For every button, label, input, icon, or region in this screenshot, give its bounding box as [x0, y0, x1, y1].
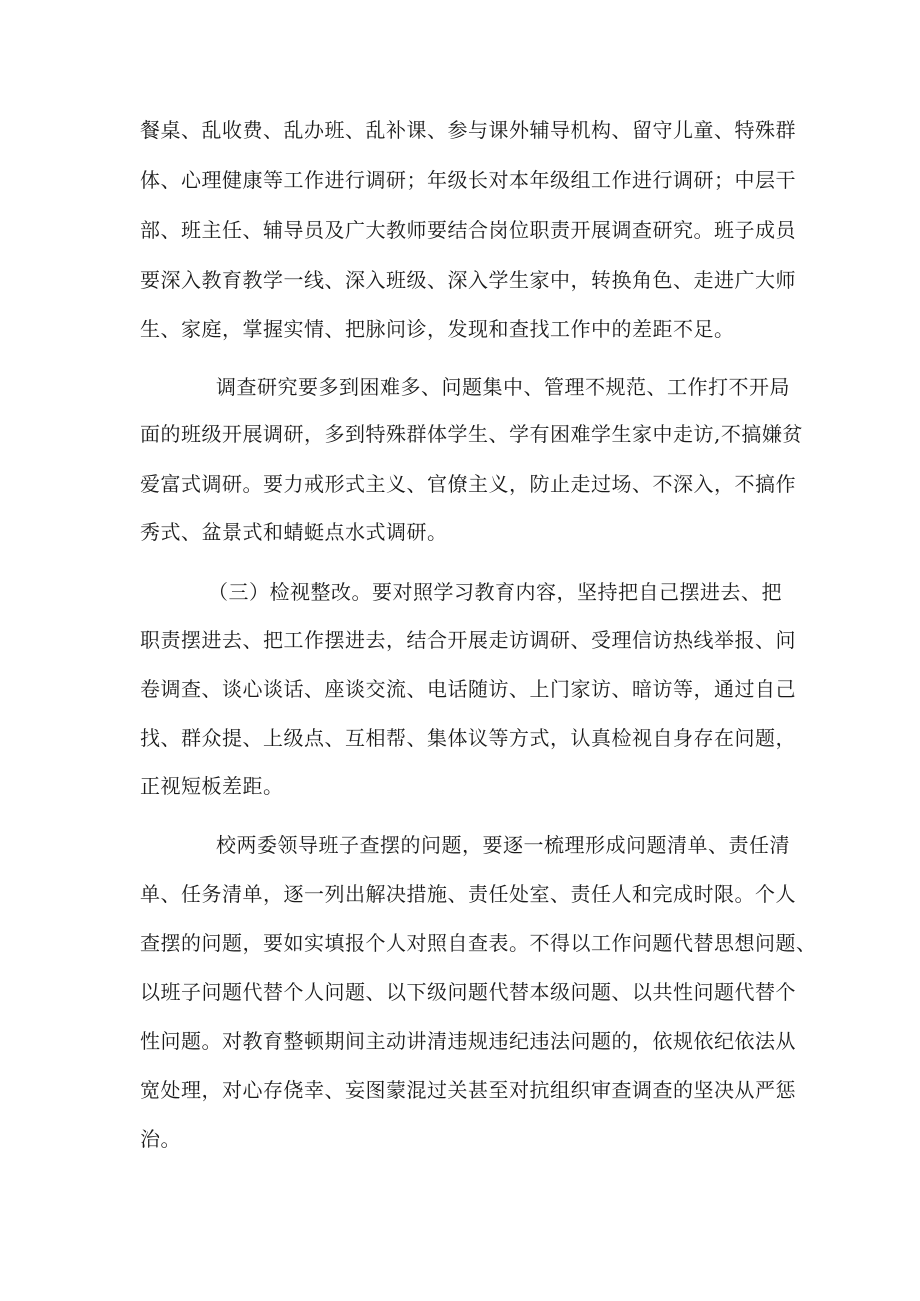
paragraph-4-line-3: 查摆的问题，要如实填报个人对照自查表。不得以工作问题代替思想问题、	[140, 931, 817, 955]
paragraph-3-line-4: 找、群众提、上级点、互相帮、集体议等方式，认真检视自身存在问题，	[140, 726, 796, 750]
paragraph-3-line-3: 卷调查、谈心谈话、座谈交流、电话随访、上门家访、暗访等，通过自己	[140, 677, 796, 701]
paragraph-1-line-4: 要深入教育教学一线、深入班级、深入学生家中，转换角色、走进广大师	[140, 268, 796, 292]
paragraph-4-line-4: 以班子问题代替个人问题、以下级问题代替本级问题、以共性问题代替个	[140, 980, 796, 1004]
paragraph-1-line-2: 体、心理健康等工作进行调研；年级长对本年级组工作进行调研；中层干	[140, 168, 796, 192]
paragraph-4-line-7: 治。	[140, 1127, 181, 1151]
paragraph-2-line-4: 秀式、盆景式和蜻蜓点水式调研。	[140, 520, 448, 544]
paragraph-2-line-2: 面的班级开展调研，多到特殊群体学生、学有困难学生家中走访,不搞嫌贫	[140, 422, 803, 446]
paragraph-1-line-1: 餐桌、乱收费、乱办班、乱补课、参与课外辅导机构、留守儿童、特殊群	[140, 118, 796, 142]
paragraph-4-line-6: 宽处理，对心存侥幸、妄图蒙混过关甚至对抗组织审查调查的坚决从严惩	[140, 1078, 796, 1102]
paragraph-3-line-5: 正视短板差距。	[140, 774, 284, 798]
paragraph-4-line-1: 校两委领导班子查摆的问题，要逐一梳理形成问题清单、责任清	[216, 833, 790, 857]
paragraph-2-line-1: 调查研究要多到困难多、问题集中、管理不规范、工作打不开局	[216, 375, 790, 399]
paragraph-1-line-3: 部、班主任、辅导员及广大教师要结合岗位职责开展调查研究。班子成员	[140, 218, 796, 242]
paragraph-2-line-3: 爱富式调研。要力戒形式主义、官僚主义，防止走过场、不深入，不搞作	[140, 472, 796, 496]
paragraph-1-line-5: 生、家庭，掌握实情、把脉问诊，发现和查找工作中的差距不足。	[140, 317, 735, 341]
paragraph-4-line-5: 性问题。对教育整顿期间主动讲清违规违纪违法问题的，依规依纪依法从	[140, 1029, 796, 1053]
paragraph-4-line-2: 单、任务清单，逐一列出解决措施、责任处室、责任人和完成时限。个人	[140, 882, 796, 906]
paragraph-3-line-1: （三）检视整改。要对照学习教育内容，坚持把自己摆进去、把	[208, 580, 782, 604]
paragraph-3-line-2: 职责摆进去、把工作摆进去，结合开展走访调研、受理信访热线举报、问	[140, 628, 796, 652]
